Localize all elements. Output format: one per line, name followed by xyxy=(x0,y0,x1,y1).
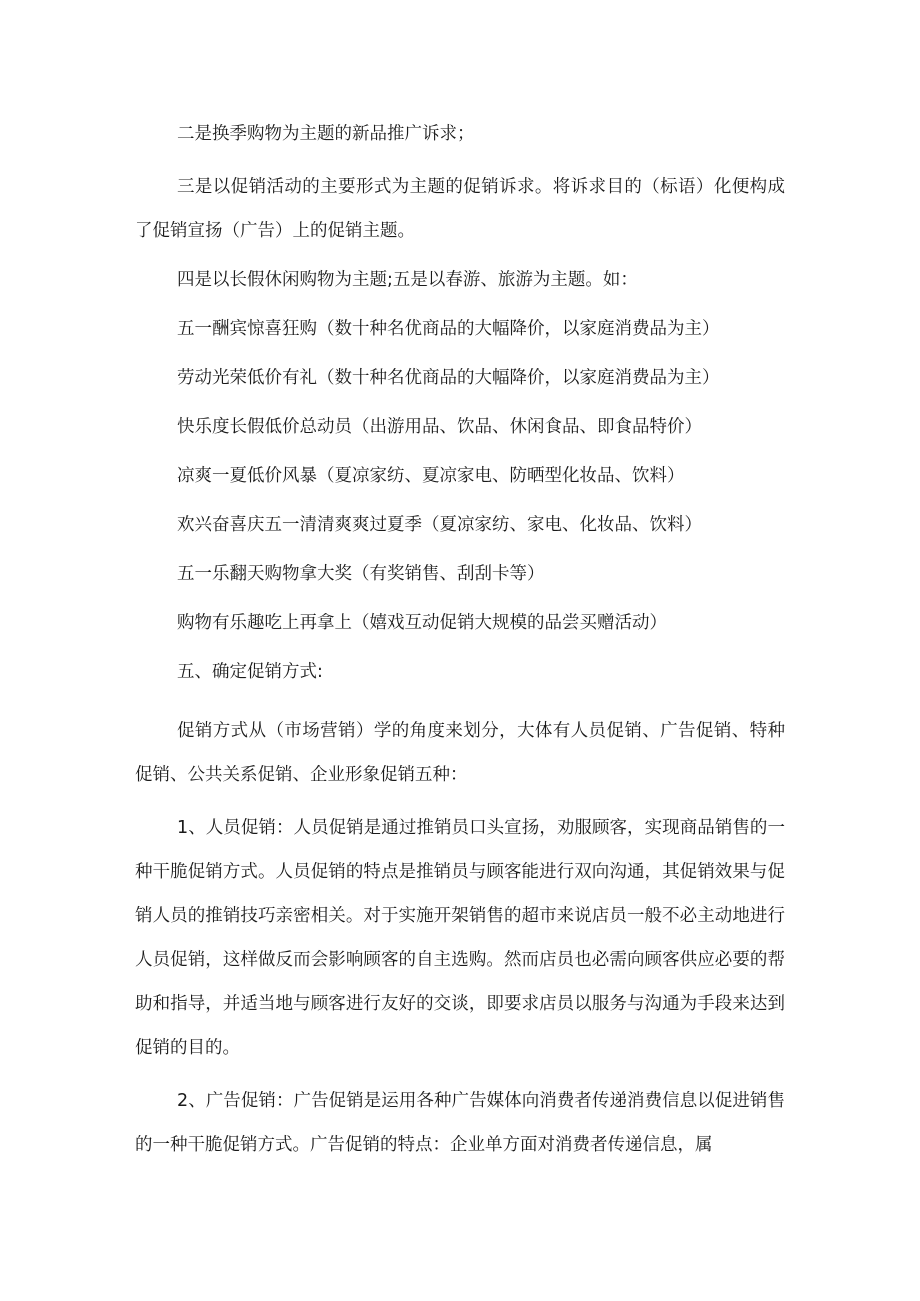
paragraph-advertising: 2、广告促销：广告促销是运用各种广告媒体向消费者传递消费信息以促进销售的一种干脆促销方式。广告促销的特点：企业单方面对消费者传递信息，属 xyxy=(135,1091,785,1155)
slogan-item: 快乐度长假低价总动员（出游用品、饮品、休闲食品、即食品特价） xyxy=(177,417,702,437)
paragraph-personal-selling: 1、人员促销：人员促销是通过推销员口头宣扬，劝服顾客，实现商品销售的一种干脆促销方式。人员促销的特点是推销员与顾客能进行双向沟通，其促销效果与促销人员的推销技巧亲密相关。对于实施开架销售的超市来说店员一般不必主动地进行人员促销，这样做反而会影响顾客的自主选购。然而店员也必需向顾客供应必要的帮助和指导，并适当地与顾客进行友好的交谈，即要求店员以服务与沟通为手段来达到促销的目的。 xyxy=(135,818,785,1058)
section-heading-promotion-methods: 五、确定促销方式: xyxy=(177,662,323,682)
document-body xyxy=(135,112,785,1167)
slogan-item: 五一酬宾惊喜狂购（数十种名优商品的大幅降价，以家庭消费品为主） xyxy=(177,319,720,339)
slogan-item: 劳动光荣低价有礼（数十种名优商品的大幅降价，以家庭消费品为主） xyxy=(177,368,720,388)
slogan-item: 购物有乐趣吃上再拿上（嬉戏互动促销大规模的品尝买赠活动） xyxy=(177,613,667,633)
slogan-item: 欢兴奋喜庆五一清清爽爽过夏季（夏凉家纺、家电、化妆品、饮料） xyxy=(177,515,702,535)
paragraph-season-theme: 二是换季购物为主题的新品推广诉求； xyxy=(177,124,475,144)
slogan-item: 凉爽一夏低价风暴（夏凉家纺、夏凉家电、防晒型化妆品、饮料） xyxy=(177,466,685,486)
paragraph-holiday-theme: 四是以长假休闲购物为主题;五是以春游、旅游为主题。如： xyxy=(177,270,638,290)
paragraph-promotion-theme: 三是以促销活动的主要形式为主题的促销诉求。将诉求目的（标语）化便构成了促销宣扬（广告）上的促销主题。 xyxy=(135,177,785,241)
slogan-item: 五一乐翻天购物拿大奖（有奖销售、刮刮卡等） xyxy=(177,564,545,584)
paragraph-promotion-methods-intro: 促销方式从（市场营销）学的角度来划分，大体有人员促销、广告促销、特种促销、公共关系促销、企业形象促销五种： xyxy=(135,721,785,785)
